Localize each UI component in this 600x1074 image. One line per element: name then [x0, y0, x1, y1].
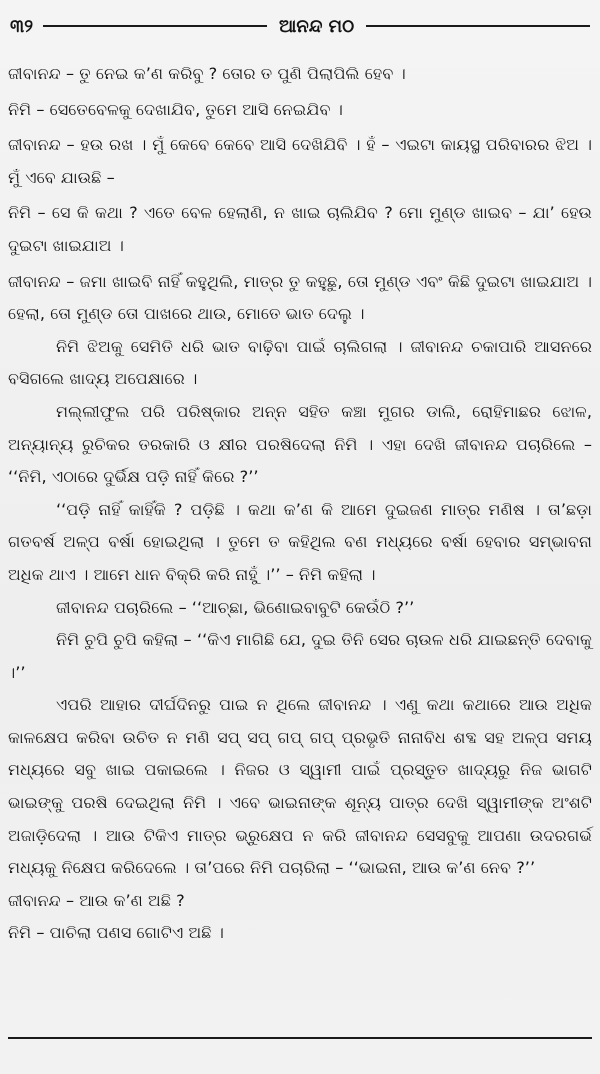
running-title: ଆନନ୍ଦ ମଠ	[279, 15, 355, 37]
header-rule-right	[366, 25, 590, 27]
dialogue-paragraph: ଜୀବାନନ୍ଦ – ଆଉ କ’ଣ ଅଛି ?	[8, 890, 185, 910]
dialogue-paragraph: ନିମି – ସେତେବେଳକୁ ଦେଖାଯିବ, ତୁମେ ଆସି ନେଇଯିବ ।	[8, 99, 343, 119]
dialogue-paragraph: ଜୀବାନନ୍ଦ – ହଉ ରଖ । ମୁଁ କେବେ କେବେ ଆସି ଦେଖିଯିବି । ହଁ – ଏଇଟା କାୟସ୍ଥ ପରିବାରର ଝିଅ । ମୁଁ ଏବେ ଯାଉଛି –	[8, 135, 592, 187]
narration-paragraph: ମଲ୍ଲୀଫୁଲ ପରି ପରିଷ୍କାର ଅନ୍ନ ସହିତ କଞ୍ଚା ମୁଗର ଡାଲି, ରୋହିମାଛର ଝୋଳ, ଅନ୍ୟାନ୍ୟ ରୁଚିକର ତରକାରି ଓ କ୍ଷୀର ପରଷିଦେଲା ନିମି । ଏହା ଦେଖି ଜୀବାନନ୍ଦ ପଚାରିଲେ – ‘‘ନିମି, ଏଠାରେ ଦୁର୍ଭିକ୍ଷ ପଡ଼ି ନାହିଁ କିରେ ?’’	[8, 401, 592, 487]
dialogue-paragraph: ନିମି – ପାଚିଲା ପଣସ ଗୋଟିଏ ଅଛି ।	[8, 923, 224, 943]
header-rule-left	[43, 25, 267, 27]
narration-paragraph: ଏପରି ଆହାର ଦୀର୍ଘଦିନରୁ ପାଇ ନ ଥିଲେ ଜୀବାନନ୍ଦ । ଏଣୁ କଥା କଥାରେ ଆଉ ଅଧିକ କାଳକ୍ଷେପ କରିବା ଉଚିତ ନ ମଣି ସପ୍ ସପ୍ ଗପ୍ ଗପ୍ ପ୍ରଭୃତି ନାନାବିଧ ଶବ୍ଦ ସହ ଅଳ୍ପ ସମୟ ମଧ୍ୟରେ ସବୁ ଖାଇ ପକାଇଲେ । ନିଜର ଓ ସ୍ୱାମୀ ପାଇଁ ପ୍ରସ୍ତୁତ ଖାଦ୍ୟରୁ ନିଜ ଭାଗଟି ଭାଇଙ୍କୁ ପରଷି ଦେଇଥିଲା ନିମି । ଏବେ ଭାଇନାଙ୍କ ଶୂନ୍ୟ ପାତ୍ର ଦେଖି ସ୍ୱାମୀଙ୍କ ଅଂଶଟି ଅଜାଡ଼ିଦେଲା । ଆଉ ଟିକିଏ ମାତ୍ର ଭ୍ରୁକ୍ଷେପ ନ କରି ଜୀବାନନ୍ଦ ସେସବୁକୁ ଆପଣା ଉଦରଗର୍ଭ ମଧ୍ୟକୁ ନିକ୍ଷେପ କରିଦେଲେ । ତା’ପରେ ନିମି ପଚାରିଲା – ‘‘ଭାଇନା, ଆଉ କ’ଣ ନେବ ?’’	[8, 695, 592, 878]
dialogue-paragraph: ଜୀବାନନ୍ଦ – ଜମା ଖାଇବି ନାହିଁ କହୁଥିଲି, ମାତ୍ର ତୁ କହୁଛୁ, ତୋ ମୁଣ୍ଡ ଏବଂ କିଛି ଦୁଇଟା ଖାଇଯାଅ । ହେଲା, ତୋ ମୁଣ୍ଡ ତୋ ପାଖରେ ଥାଉ, ମୋତେ ଭାତ ଦେଲୁ ।	[8, 271, 592, 324]
body-text	[8, 58, 592, 950]
narration-paragraph: ନିମି ଝିଅକୁ ସେମିତି ଧରି ଭାତ ବାଢ଼ିବା ପାଇଁ ଚାଲିଗଲା । ଜୀବାନନ୍ଦ ଚକାପାରି ଆସନରେ ବସିଗଲେ ଖାଦ୍ୟ ଅପେକ୍ଷାରେ ।	[8, 336, 592, 389]
dialogue-paragraph: ନିମି – ସେ କି କଥା ? ଏତେ ବେଳ ହେଲାଣି, ନ ଖାଇ ଚାଲିଯିବ ? ମୋ ମୁଣ୍ଡ ଖାଇବ – ଯା’ ହେଉ ଦୁଇଟା ଖାଇଯାଅ ।	[8, 203, 592, 255]
dialogue-paragraph: ‘‘ପଡ଼ି ନାହିଁ କାହିଁକି ? ପଡ଼ିଛି । କଥା କ’ଣ କି ଆମେ ଦୁଇଜଣ ମାତ୍ର ମଣିଷ । ତା’ଛଡ଼ା ଗତବର୍ଷ ଅଳ୍ପ ବର୍ଷା ହୋଇଥିଲା । ତୁମେ ତ କହିଥିଲ ବଣ ମଧ୍ୟରେ ବର୍ଷା ହେବାର ସମ୍ଭାବନା ଅଧିକ ଥାଏ । ଆମେ ଧାନ ବିକ୍ରି କରି ନାହୁଁ ।’’ – ନିମି କହିଲା ।	[8, 499, 592, 584]
footer-rule	[8, 1037, 592, 1039]
dialogue-paragraph: ନିମି ଚୁପି ଚୁପି କହିଲା – ‘‘କିଏ ମାଗିଛି ଯେ, ଦୁଇ ତିନି ସେର ଚାଉଳ ଧରି ଯାଇଛନ୍ତି ଦେବାକୁ ।’’	[8, 630, 592, 682]
dialogue-paragraph: ଜୀବାନନ୍ଦ ପଚାରିଲେ – ‘‘ଆଚ୍ଛା, ଭିଣୋଇବାବୁଟି କେଉଁଠି ?’’	[56, 597, 415, 617]
dialogue-paragraph: ଜୀବାନନ୍ଦ – ତୁ ନେଇ କ’ଣ କରିବୁ ? ତୋର ତ ପୁଣି ପିଲାପିଲି ହେବ ।	[8, 64, 406, 83]
page-number: ୩୨	[10, 15, 34, 37]
page-header	[10, 12, 590, 40]
